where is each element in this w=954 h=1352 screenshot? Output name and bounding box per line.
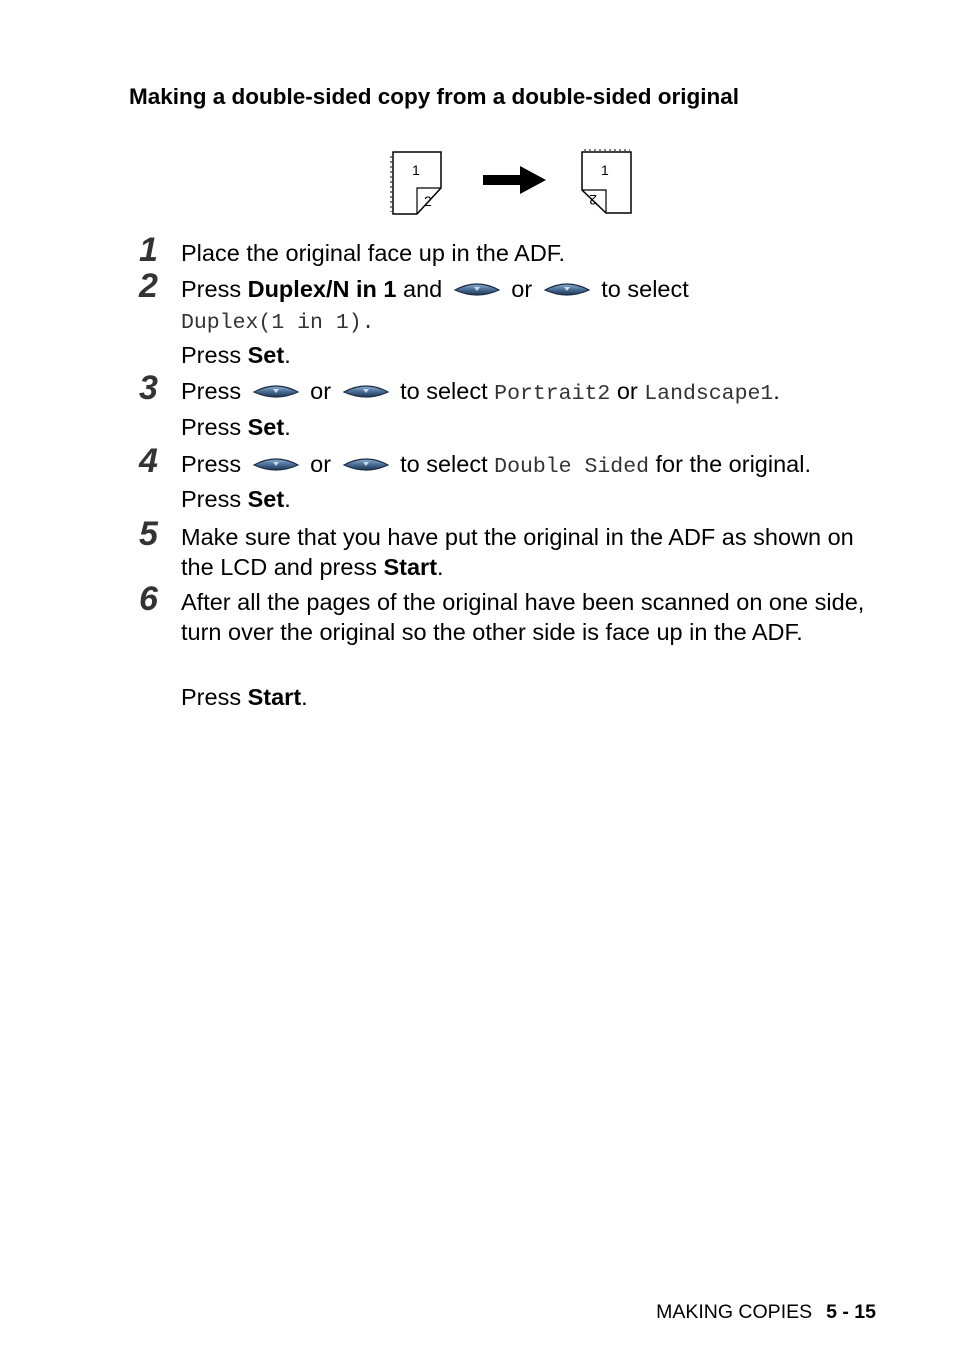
text: and: [403, 276, 443, 302]
text: to select: [400, 378, 488, 404]
original-document-icon: [391, 152, 441, 214]
page-footer: [656, 1301, 876, 1324]
step-number: 6: [139, 580, 158, 618]
navigation-left-button-icon: [252, 455, 300, 473]
step-number: 5: [139, 515, 158, 553]
duplex-diagram: [384, 146, 644, 220]
step-6-text: After all the pages of the original have been scanned on one side, turn over the original so the other side is face up in the ADF.: [181, 589, 865, 645]
key-label: Set: [247, 414, 285, 440]
key-label: Duplex/N in 1: [247, 276, 397, 302]
step-4-line: [181, 449, 811, 482]
text: or: [310, 378, 332, 404]
text: .: [773, 378, 780, 404]
navigation-right-button-icon: [543, 280, 591, 298]
copy-back-label: 2: [589, 192, 597, 208]
step-number: 1: [139, 231, 158, 269]
right-arrow-icon: [483, 166, 546, 194]
text: Press: [181, 342, 242, 368]
lcd-option: Portrait2: [494, 382, 611, 406]
step-6-press-start: [181, 682, 308, 712]
navigation-right-button-icon: [342, 382, 390, 400]
lcd-option: Landscape1: [644, 382, 774, 406]
lcd-option: Double Sided: [494, 455, 649, 479]
text: or: [511, 276, 533, 302]
text: Press: [181, 414, 242, 440]
text: to select: [400, 451, 488, 477]
original-back-label: 2: [424, 193, 432, 209]
text: .: [284, 342, 291, 368]
text: Press: [181, 276, 242, 302]
navigation-left-button-icon: [453, 280, 501, 298]
navigation-left-button-icon: [252, 382, 300, 400]
text: for the original.: [655, 451, 811, 477]
original-front-label: 1: [412, 162, 420, 178]
step-2-line: [181, 274, 689, 304]
step-3-press-set: [181, 412, 291, 442]
text: .: [284, 486, 291, 512]
footer-section: MAKING COPIES: [656, 1301, 813, 1323]
text: .: [301, 684, 308, 710]
copy-front-label: 1: [601, 162, 609, 178]
step-2-option-line: [181, 305, 375, 338]
step-4-press-set: [181, 484, 291, 514]
step-number: 2: [139, 267, 158, 305]
text: .: [284, 414, 291, 440]
text: or: [310, 451, 332, 477]
text: to select: [601, 276, 689, 302]
key-label: Set: [247, 486, 285, 512]
page-heading: Making a double-sided copy from a double-sided original: [129, 84, 740, 109]
text: Press: [181, 378, 242, 404]
key-label: Start: [247, 684, 302, 710]
step-3-line: [181, 376, 780, 409]
key-label: Start: [383, 554, 438, 580]
step-5-text: [181, 522, 871, 582]
text: .: [361, 311, 375, 335]
step-number: 4: [139, 442, 158, 480]
text: Press: [181, 684, 242, 710]
step-number: 3: [139, 369, 158, 407]
lcd-option: Duplex(1 in 1): [181, 311, 362, 335]
navigation-right-button-icon: [342, 455, 390, 473]
step-1-text: Place the original face up in the ADF.: [181, 240, 566, 266]
key-label: Set: [247, 342, 285, 368]
text: Press: [181, 486, 242, 512]
text: Make sure that you have put the original in the ADF as shown on the LCD and press: [181, 524, 854, 580]
text: or: [616, 378, 638, 404]
text: .: [437, 554, 444, 580]
step-2-press-set: [181, 340, 291, 370]
text: Press: [181, 451, 242, 477]
footer-page-number: 5 - 15: [826, 1301, 876, 1323]
copy-document-icon: [582, 150, 631, 213]
